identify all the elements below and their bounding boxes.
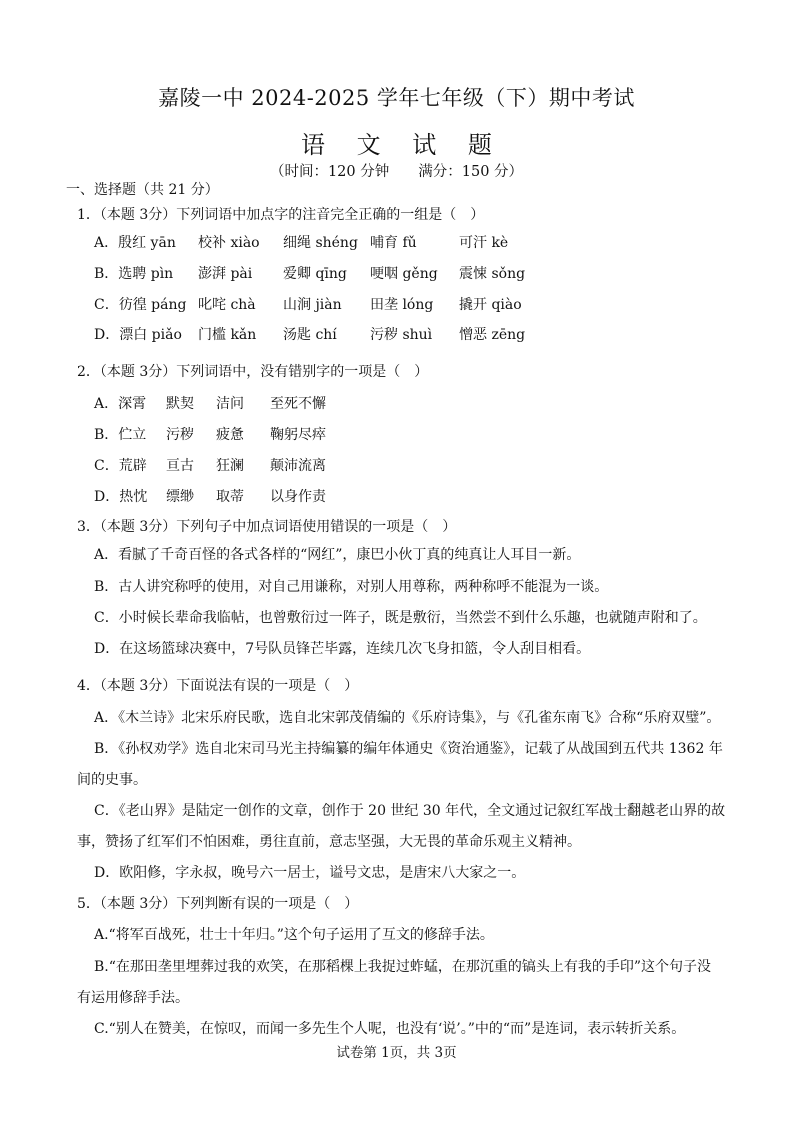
option-item: 哺育 fǔ — [370, 235, 417, 251]
option-item: 颠沛流离 — [270, 458, 326, 474]
option-item: 细绳 shéng — [283, 235, 358, 251]
option-item: B．选聘 pìn — [94, 266, 174, 282]
question-5-line: B.“在那田垄里埋葬过我的欢笑，在那稻棵上我捉过蚱蜢，在那沉重的镐头上有我的手印”这个句子没 — [94, 959, 712, 975]
option-item: 门槛 kǎn — [198, 327, 257, 343]
section-heading: 一、选择题（共 21 分） — [66, 182, 219, 198]
option-item: 澎湃 pài — [198, 266, 253, 282]
question-4-line: A．《木兰诗》北宋乐府民歌，选自北宋郭茂倩编的《乐府诗集》，与《孔雀东南飞》合称“乐府双璧”。 — [94, 710, 721, 726]
option-item: 缥缈 — [166, 489, 194, 505]
option-item: 默契 — [166, 396, 194, 412]
option-item: 以身作责 — [270, 489, 326, 505]
question-3-stem: 3．（本题 3分）下列句子中加点词语使用错误的一项是（ ） — [77, 519, 457, 535]
option-item: 疲惫 — [216, 427, 244, 443]
option-item: 狂澜 — [216, 458, 244, 474]
option-item: 亘古 — [166, 458, 194, 474]
option-item: 取蒂 — [216, 489, 244, 505]
question-4-line: D．欧阳修，字永叔，晚号六一居士，谥号文忠，是唐宋八大家之一。 — [94, 865, 526, 881]
option-item: 校补 xiào — [198, 235, 260, 251]
option-item: 哽咽 gěng — [370, 266, 438, 282]
option-item: 汤匙 chí — [283, 327, 337, 343]
question-3-option-c: C．小时候长辈命我临帖，也曾敷衍过一阵子，既是敷衍，当然尝不到什么乐趣，也就随声附和了。 — [94, 610, 707, 626]
option-item: 至死不懈 — [270, 396, 326, 412]
option-item: D．漂白 piǎo — [94, 327, 182, 343]
question-1-stem: 1．（本题 3分）下列词语中加点字的注音完全正确的一组是（ ） — [77, 207, 485, 223]
option-item: 爱卿 qīng — [283, 266, 347, 282]
question-3-option-a: A．看腻了千奇百怪的各式各样的“网红”，康巴小伙丁真的纯真让人耳目一新。 — [94, 547, 581, 563]
question-4-stem: 4．（本题 3分）下面说法有误的一项是（ ） — [77, 678, 359, 694]
question-5-line: A.“将军百战死，壮士十年归。”这个句子运用了互文的修辞手法。 — [94, 927, 494, 943]
option-item: 污秽 — [166, 427, 194, 443]
question-3-option-b: B．古人讲究称呼的使用，对自己用谦称，对别人用尊称，两种称呼不能混为一谈。 — [94, 579, 609, 595]
question-2-stem: 2．（本题 3分）下列词语中，没有错别字的一项是（ ） — [77, 364, 429, 380]
option-item: 污秽 shuì — [370, 327, 433, 343]
question-5-stem: 5．（本题 3分）下列判断有误的一项是（ ） — [77, 896, 359, 912]
subject-title: 语 文 试 题 — [301, 131, 504, 159]
option-item: 田垄 lóng — [370, 297, 434, 313]
question-4-line: C．《老山界》是陆定一创作的文章，创作于 20 世纪 30 年代，全文通过记叙红军战士翻越老山界的故 — [94, 803, 726, 819]
question-5-line: 有运用修辞手法。 — [77, 990, 189, 1006]
option-item: C．彷徨 páng — [94, 297, 187, 313]
question-4-line: 事，赞扬了红军们不怕困难，勇往直前，意志坚强，大无畏的革命乐观主义精神。 — [77, 834, 581, 850]
option-item: 可汗 kè — [459, 235, 509, 251]
exam-info: （时间：120 分钟 满分：150 分） — [269, 164, 524, 180]
question-4-line: B．《孙权劝学》选自北宋司马光主持编纂的编年体通史《资治通鉴》，记载了从战国到五代共 1362 年 — [94, 741, 723, 757]
option-item: A．深霄 — [94, 396, 147, 412]
option-item: 撬开 qiào — [459, 297, 522, 313]
option-item: 鞠躬尽瘁 — [270, 427, 326, 443]
option-item: 叱咤 chà — [198, 297, 256, 313]
question-3-option-d: D．在这场篮球决赛中，7号队员锋芒毕露，连续几次飞身扣篮，令人刮目相看。 — [94, 641, 591, 657]
option-item: B．伫立 — [94, 427, 147, 443]
option-item: 震悚 sǒng — [459, 266, 526, 282]
question-4-line: 间的史事。 — [77, 772, 147, 788]
page-footer: 试卷第 1页，共 3页 — [336, 1045, 457, 1061]
option-item: D．热忱 — [94, 489, 148, 505]
option-item: 山涧 jiàn — [283, 297, 342, 313]
option-item: C．荒辟 — [94, 458, 147, 474]
question-5-line: C.“别人在赞美，在惊叹，而闻一多先生个人呢，也没有‘说’。”中的“而”是连词，表示转折关系。 — [94, 1021, 686, 1037]
option-item: 憎恶 zēng — [459, 327, 526, 343]
option-item: A．殷红 yān — [94, 235, 176, 251]
exam-title: 嘉陵一中 2024-2025 学年七年级（下）期中考试 — [158, 86, 635, 110]
option-item: 洁问 — [216, 396, 244, 412]
